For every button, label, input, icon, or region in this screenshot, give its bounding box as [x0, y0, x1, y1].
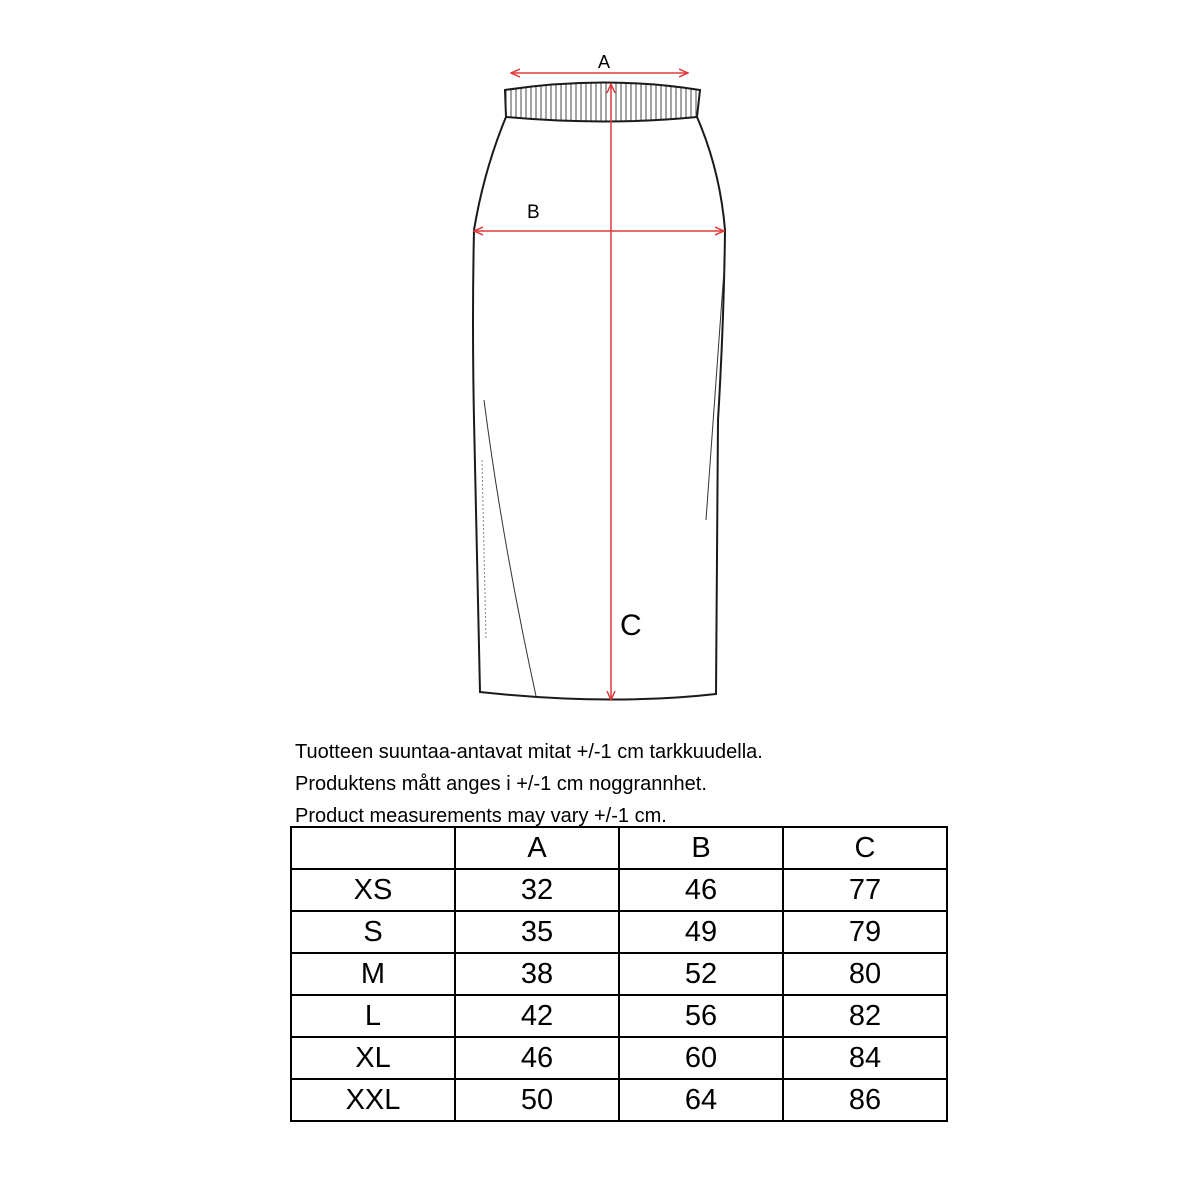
value-cell: 46 [619, 869, 783, 911]
note-english: Product measurements may vary +/-1 cm. [295, 805, 667, 827]
value-cell: 60 [619, 1037, 783, 1079]
slit-line [482, 460, 486, 640]
measurement-notes [295, 736, 995, 832]
note-finnish: Tuotteen suuntaa-antavat mitat +/-1 cm tarkkuudella. [295, 741, 763, 763]
value-cell: 64 [619, 1079, 783, 1121]
value-cell: 38 [455, 953, 619, 995]
table-row [291, 953, 947, 995]
table-header-cell [291, 827, 455, 869]
size-cell: L [291, 995, 455, 1037]
value-cell: 56 [619, 995, 783, 1037]
table-header-cell: C [783, 827, 947, 869]
size-table [290, 826, 948, 1122]
table-header-cell: B [619, 827, 783, 869]
skirt-outline [473, 117, 725, 700]
side-seam-line [706, 270, 724, 520]
size-cell: XL [291, 1037, 455, 1079]
value-cell: 79 [783, 911, 947, 953]
value-cell: 32 [455, 869, 619, 911]
table-header-cell: A [455, 827, 619, 869]
value-cell: 77 [783, 869, 947, 911]
value-cell: 80 [783, 953, 947, 995]
value-cell: 86 [783, 1079, 947, 1121]
value-cell: 35 [455, 911, 619, 953]
label-b: B [527, 202, 540, 223]
table-row [291, 911, 947, 953]
value-cell: 50 [455, 1079, 619, 1121]
table-row [291, 995, 947, 1037]
value-cell: 52 [619, 953, 783, 995]
note-swedish: Produktens mått anges i +/-1 cm noggrannhet. [295, 773, 707, 795]
drape-line [484, 400, 536, 696]
label-c: C [620, 609, 642, 642]
value-cell: 46 [455, 1037, 619, 1079]
value-cell: 49 [619, 911, 783, 953]
value-cell: 84 [783, 1037, 947, 1079]
table-row [291, 869, 947, 911]
label-a: A [598, 52, 611, 72]
size-cell: XXL [291, 1079, 455, 1121]
value-cell: 42 [455, 995, 619, 1037]
table-header-row [291, 827, 947, 869]
size-cell: M [291, 953, 455, 995]
size-cell: S [291, 911, 455, 953]
size-cell: XS [291, 869, 455, 911]
waistband [505, 83, 700, 122]
table-row [291, 1037, 947, 1079]
table-row [291, 1079, 947, 1121]
value-cell: 82 [783, 995, 947, 1037]
